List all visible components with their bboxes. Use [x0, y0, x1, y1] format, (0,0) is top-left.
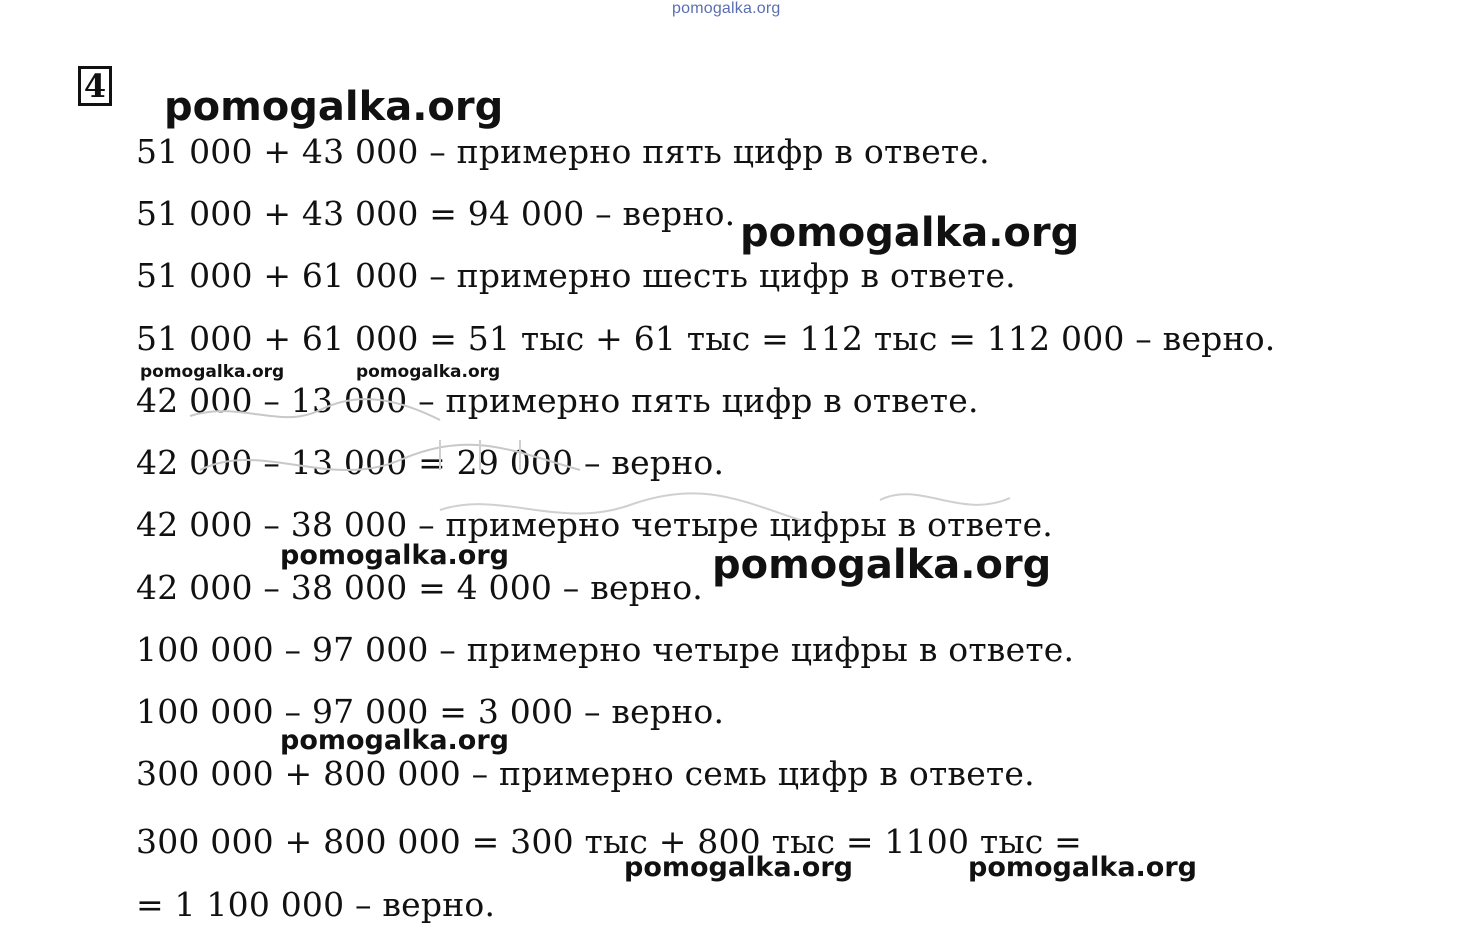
watermark: pomogalka.org	[356, 362, 501, 382]
solution-line-7: 42 000 – 38 000 – примерно четыре цифры в ответе.	[136, 505, 1053, 544]
solution-line-1: 51 000 + 43 000 – примерно пять цифр в ответе.	[136, 132, 990, 171]
solution-line-11: 300 000 + 800 000 – примерно семь цифр в ответе.	[136, 754, 1035, 793]
solution-line-4: 51 000 + 61 000 = 51 тыс + 61 тыс = 112 тыс = 112 000 – верно.	[136, 319, 1276, 358]
solution-line-2: 51 000 + 43 000 = 94 000 – верно.	[136, 194, 736, 233]
watermark: pomogalka.org	[740, 210, 1080, 256]
solution-line-6: 42 000 – 13 000 = 29 000 – верно.	[136, 443, 725, 482]
solution-line-9: 100 000 – 97 000 – примерно четыре цифры в ответе.	[136, 630, 1075, 669]
solution-line-3: 51 000 + 61 000 – примерно шесть цифр в ответе.	[136, 256, 1016, 295]
solution-line-5: 42 000 – 13 000 – примерно пять цифр в ответе.	[136, 381, 979, 420]
watermark: pomogalka.org	[712, 542, 1052, 588]
task-number-box: 4	[78, 66, 112, 106]
watermark: pomogalka.org	[624, 852, 853, 883]
watermark: pomogalka.org	[968, 852, 1197, 883]
top-watermark: pomogalka.org	[672, 0, 781, 17]
watermark: pomogalka.org	[140, 362, 285, 382]
solution-line-13: = 1 100 000 – верно.	[136, 885, 496, 924]
watermark: pomogalka.org	[280, 725, 509, 756]
solution-line-12: 300 000 + 800 000 = 300 тыс + 800 тыс = 1100 тыс =	[136, 822, 1083, 861]
watermark: pomogalka.org	[280, 540, 509, 571]
watermark: pomogalka.org	[164, 84, 504, 130]
solution-line-10: 100 000 – 97 000 = 3 000 – верно.	[136, 692, 725, 731]
solution-line-8: 42 000 – 38 000 = 4 000 – верно.	[136, 568, 703, 607]
